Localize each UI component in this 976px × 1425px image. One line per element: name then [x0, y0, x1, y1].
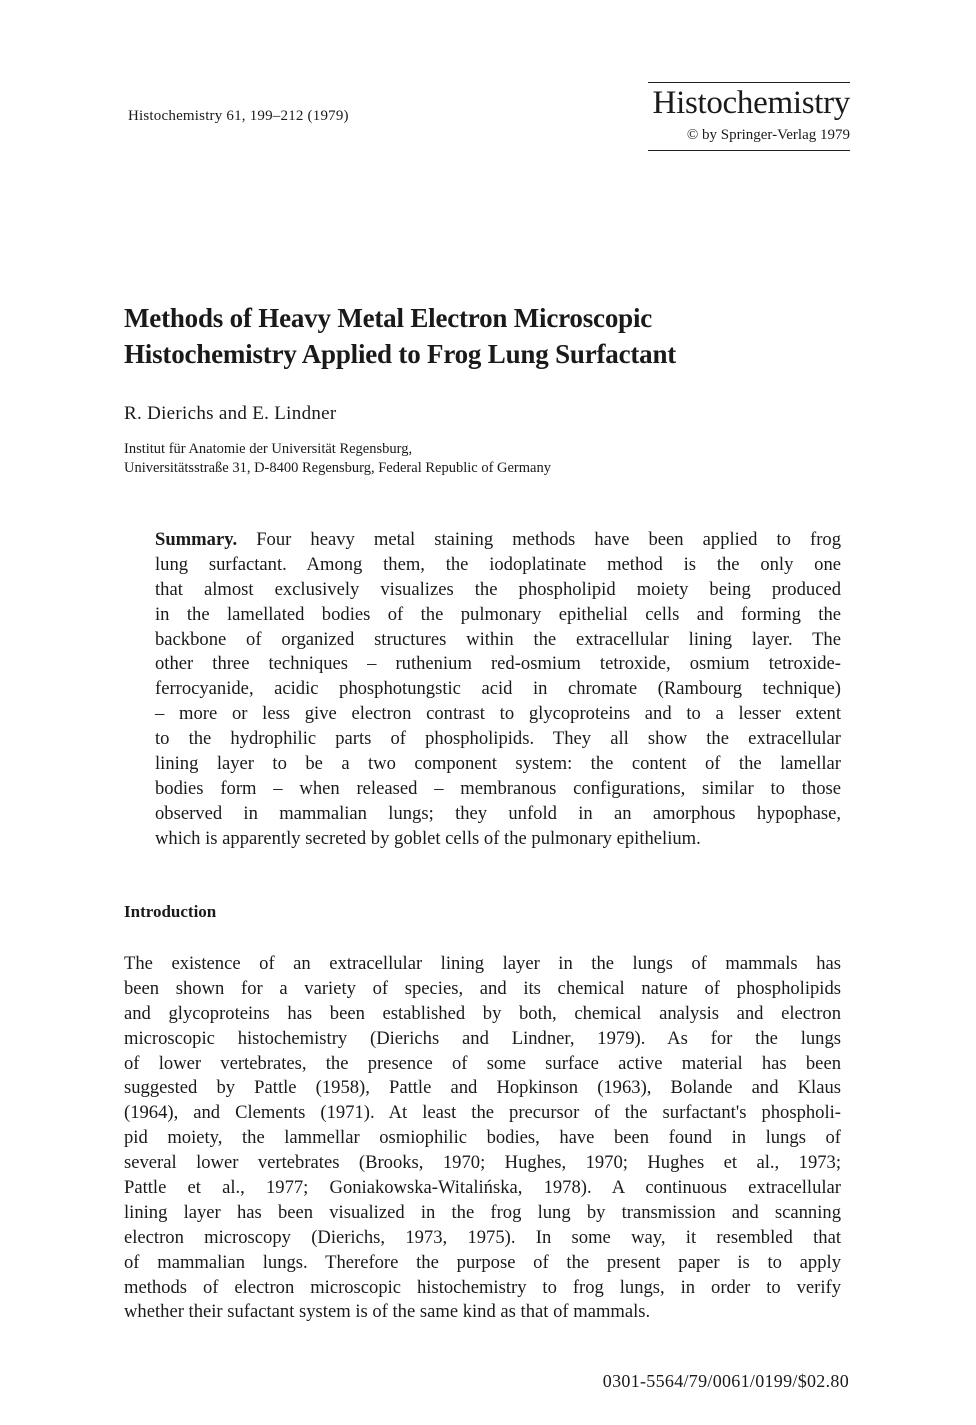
intro-line: of mammalian lungs. Therefore the purpose of the present paper is to apply: [124, 1251, 841, 1273]
intro-line: (1964), and Clements (1971). At least the precursor of the surfactant's phospholi-: [124, 1102, 841, 1124]
intro-line: methods of electron microscopic histochemistry to frog lungs, in order to verify: [124, 1276, 841, 1298]
article-title: [124, 300, 676, 372]
intro-line: pid moiety, the lammellar osmiophilic bodies, have been found in lungs of: [124, 1127, 841, 1149]
price-code: 0301-5564/79/0061/0199/$02.80: [602, 1371, 849, 1391]
summary-line: ferrocyanide, acidic phosphotungstic acid in chromate (Rambourg technique): [155, 678, 841, 700]
summary-line: to the hydrophilic parts of phospholipids. They all show the extracellular: [155, 728, 841, 750]
intro-line: several lower vertebrates (Brooks, 1970; Hughes, 1970; Hughes et al., 1973;: [124, 1152, 841, 1174]
summary-label: Summary.: [155, 529, 238, 550]
introduction-paragraph: [124, 952, 841, 1325]
affiliation-line: Universitätsstraße 31, D-8400 Regensburg, Federal Republic of Germany: [124, 460, 551, 476]
intro-line: Pattle et al., 1977; Goniakowska-Witalińska, 1978). A continuous extracellular: [124, 1177, 841, 1199]
summary-line: lining layer to be a two component system: the content of the lamellar: [155, 753, 841, 775]
summary-abstract: [155, 528, 841, 852]
summary-first-line-text: Four heavy metal staining methods have been applied to frog: [237, 529, 841, 550]
masthead-rule-top: [648, 82, 850, 83]
intro-line: and glycoproteins has been established by both, chemical analysis and electron: [124, 1002, 841, 1024]
affiliation-line: Institut für Anatomie der Universität Regensburg,: [124, 441, 413, 457]
title-line: Histochemistry Applied to Frog Lung Surfactant: [124, 339, 677, 369]
affiliation: [124, 440, 551, 478]
intro-line: electron microscopy (Dierichs, 1973, 1975). In some way, it resembled that: [124, 1226, 841, 1248]
summary-line: – more or less give electron contrast to glycoproteins and to a lesser extent: [155, 703, 841, 725]
summary-line: [155, 528, 841, 553]
journal-masthead: [648, 82, 850, 151]
summary-line: observed in mammalian lungs; they unfold in an amorphous hypophase,: [155, 802, 841, 824]
summary-line: in the lamellated bodies of the pulmonary epithelial cells and forming the: [155, 603, 841, 625]
summary-line: backbone of organized structures within the extracellular lining layer. The: [155, 628, 841, 650]
summary-line: lung surfactant. Among them, the iodoplatinate method is the only one: [155, 553, 841, 575]
summary-line: other three techniques – ruthenium red-osmium tetroxide, osmium tetroxide-: [155, 653, 841, 675]
summary-line: that almost exclusively visualizes the phospholipid moiety being produced: [155, 578, 841, 600]
masthead-rule-bottom: [648, 150, 850, 151]
summary-line: bodies form – when released – membranous configurations, similar to those: [155, 777, 841, 799]
intro-line: suggested by Pattle (1958), Pattle and Hopkinson (1963), Bolande and Klaus: [124, 1077, 841, 1099]
intro-line: of lower vertebrates, the presence of some surface active material has been: [124, 1052, 841, 1074]
intro-line: been shown for a variety of species, and its chemical nature of phospholipids: [124, 977, 841, 999]
intro-line: The existence of an extracellular lining layer in the lungs of mammals has: [124, 953, 841, 974]
intro-line: whether their sufactant system is of the same kind as that of mammals.: [124, 1301, 651, 1323]
copyright-notice: © by Springer-Verlag 1979: [686, 127, 850, 143]
authors: R. Dierichs and E. Lindner: [124, 403, 337, 424]
intro-line: microscopic histochemistry (Dierichs and Lindner, 1979). As for the lungs: [124, 1027, 841, 1049]
summary-line: which is apparently secreted by goblet cells of the pulmonary epithelium.: [155, 827, 701, 849]
journal-name: Histochemistry: [652, 85, 850, 121]
title-line: Methods of Heavy Metal Electron Microscopic: [124, 303, 653, 333]
section-heading-introduction: Introduction: [124, 902, 217, 921]
journal-citation: Histochemistry 61, 199–212 (1979): [128, 108, 349, 124]
intro-line: lining layer has been visualized in the frog lung by transmission and scanning: [124, 1201, 841, 1223]
